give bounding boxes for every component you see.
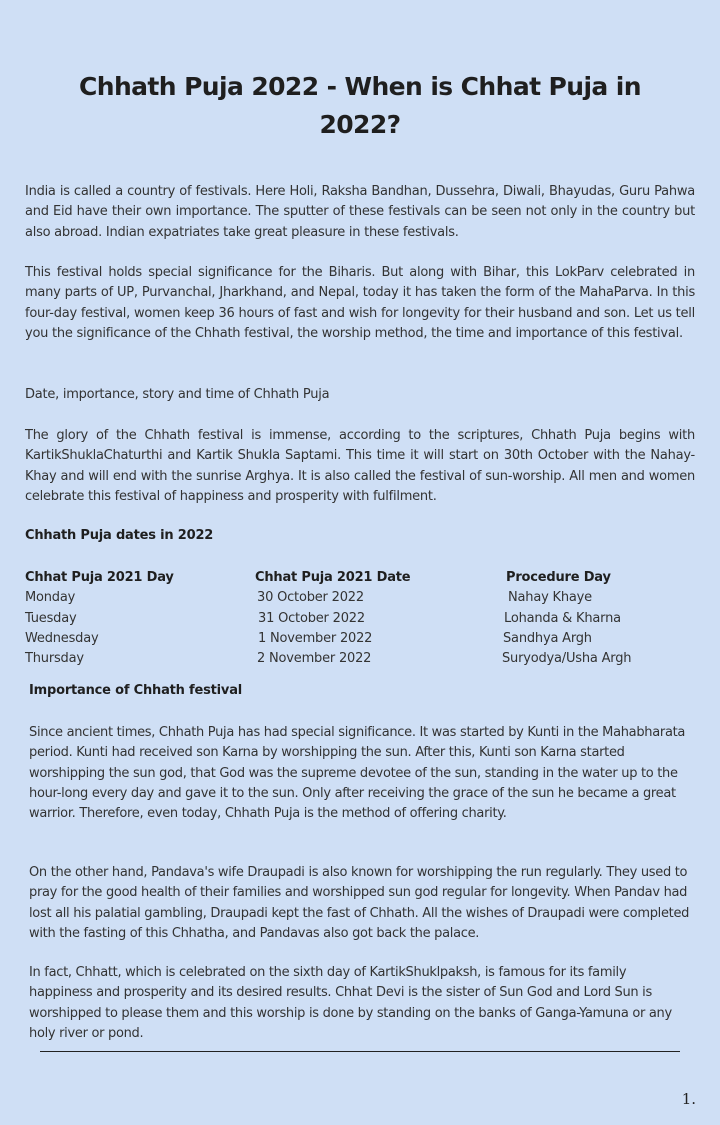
dates-heading: Chhath Puja dates in 2022 — [25, 528, 214, 543]
importance-heading: Importance of Chhath festival — [29, 683, 243, 698]
footer-divider — [40, 1051, 680, 1052]
bihar-paragraph: This festival holds special significance for the Biharis. But along with Bihar, this LokParv celebrated in many parts of UP, Purvanchal, Jharkhand, and Nepal, today it has taken the form of the MahaParva. In this four-day festival, women keep 36 hours of fast and wish for longevity for their husband and son. Let us tell you the significance of the Chhath festival, the worship method, the time and importance of this festival. — [25, 265, 695, 341]
dates-table — [25, 568, 705, 669]
table-cell-date: 31 October 2022 — [258, 610, 365, 626]
table-cell-procedure: Lohanda & Kharna — [504, 610, 621, 626]
table-cell-day: Tuesday — [25, 610, 77, 626]
table-header-day: Chhat Puja 2021 Day — [25, 570, 174, 585]
table-cell-date: 30 October 2022 — [257, 590, 364, 606]
table-header-row — [25, 568, 705, 588]
table-row — [25, 649, 705, 669]
table-cell-date: 1 November 2022 — [258, 630, 373, 646]
table-cell-day: Monday — [25, 590, 76, 606]
table-cell-procedure: Suryodya/Usha Argh — [502, 651, 632, 667]
chhat-devi-paragraph: In fact, Chhatt, which is celebrated on the sixth day of KartikShuklpaksh, is famous for its family happiness and prosperity and its desired results. Chhat Devi is the sister of Sun God and Lord Sun is worshipped to please them and this worship is done by standing on the banks of Ganga-Yamuna or any holy river or pond. — [29, 965, 672, 1041]
table-row — [25, 609, 705, 629]
table-header-procedure: Procedure Day — [506, 570, 611, 585]
table-cell-date: 2 November 2022 — [257, 651, 372, 667]
table-cell-procedure: Nahay Khaye — [508, 590, 592, 606]
glory-paragraph: The glory of the Chhath festival is immense, according to the scriptures, Chhath Puja begins with KartikShuklaChaturthi and Kartik Shukla Saptami. This time it will start on 30th October with the Nahay-Khay and will end with the sunrise Arghya. It is also called the festival of sun-worship. All men and women celebrate this festival of happiness and prosperity with fulfilment. — [25, 428, 695, 504]
page-number: 1. — [681, 1090, 696, 1108]
intro-paragraph: India is called a country of festivals. Here Holi, Raksha Bandhan, Dussehra, Diwali, Bhayudas, Guru Pahwa and Eid have their own importance. The sputter of these festivals can be seen not only in the country but also abroad. Indian expatriates take great pleasure in these festivals. — [25, 184, 695, 240]
table-row — [25, 588, 705, 608]
table-cell-day: Thursday — [25, 651, 84, 667]
table-row — [25, 629, 705, 649]
kunti-paragraph: Since ancient times, Chhath Puja has had special significance. It was started by Kunti in the Mahabharata period. Kunti had received son Karna by worshipping the sun. After this, Kunti son Karna started worshipping the sun god, that God was the supreme devotee of the sun, standing in the water up to the hour-long every day and gave it to the sun. Only after receiving the grace of the sun he became a great warrior. Therefore, even today, Chhath Puja is the method of offering charity. — [29, 725, 686, 822]
page-title: Chhath Puja 2022 - When is Chhat Puja in 2022? — [79, 72, 641, 139]
table-cell-day: Wednesday — [25, 630, 99, 646]
table-header-date: Chhat Puja 2021 Date — [255, 570, 411, 585]
table-cell-procedure: Sandhya Argh — [503, 630, 592, 646]
draupadi-paragraph: On the other hand, Pandava's wife Draupadi is also known for worshipping the run regularly. They used to pray for the good health of their families and worshipped sun god regular for longevity. When Pandav had lost all his palatial gambling, Draupadi kept the fast of Chhath. All the wishes of Draupadi were completed with the fasting of this Chhatha, and Pandavas also got back the palace. — [29, 865, 690, 941]
subtopic-line: Date, importance, story and time of Chhath Puja — [25, 387, 330, 402]
